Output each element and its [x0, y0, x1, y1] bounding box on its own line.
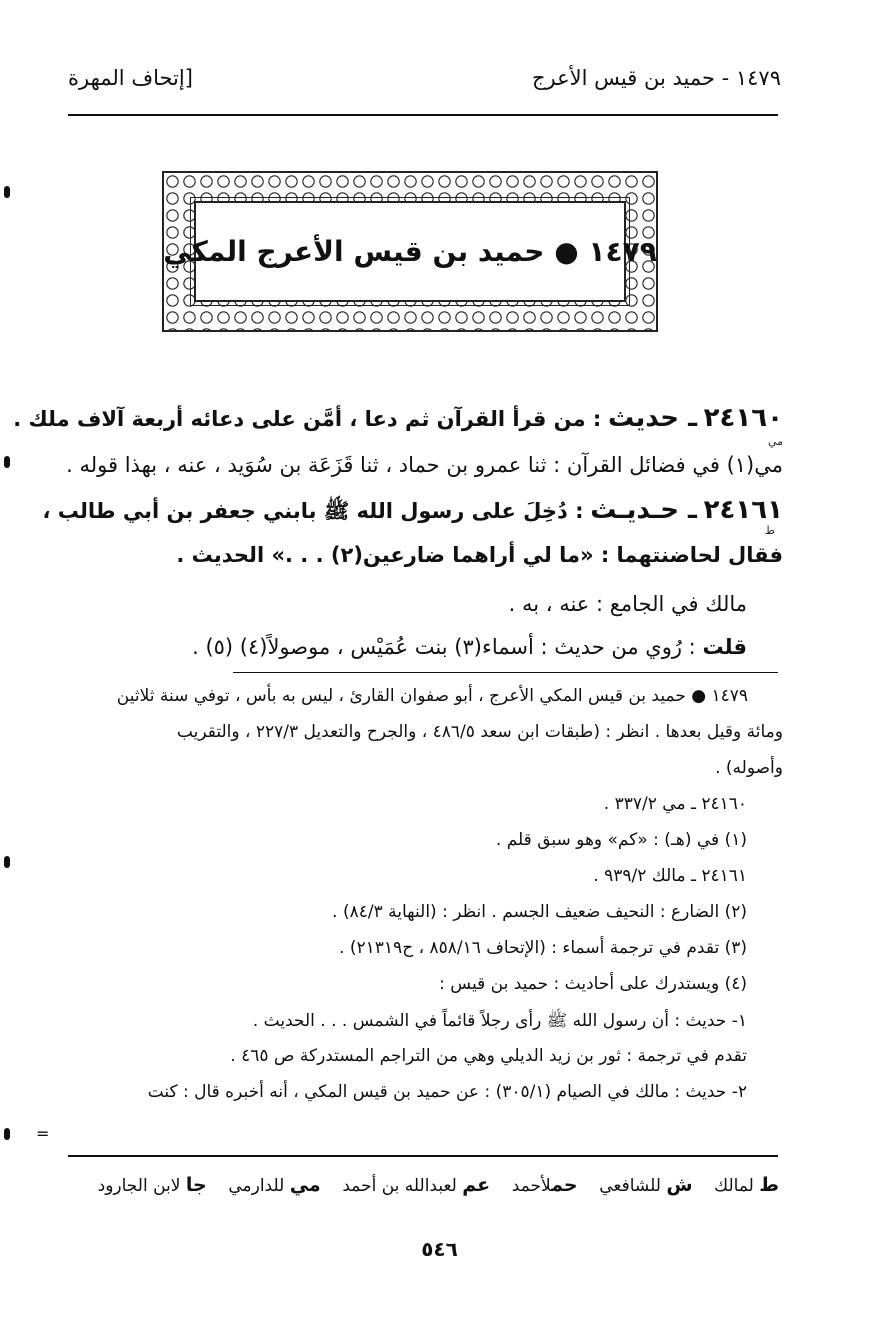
continuation-mark: = [36, 1124, 50, 1143]
side-mark [4, 1128, 10, 1140]
abbrev-text: لمالك [714, 1176, 754, 1196]
hadith-24161-line2: فقال لحاضنتهما : «ما لي أراهما ضارعين(٢) . . .» الحديث . [176, 543, 783, 567]
abbrev-text: للدارمي [228, 1176, 285, 1196]
side-mark [4, 856, 10, 868]
side-mark [4, 186, 10, 198]
book-title: [إتحاف المهرة [68, 66, 193, 90]
abbrev-symbol: حم [551, 1174, 578, 1196]
qult-label: قلت [702, 635, 747, 659]
margin-siglum: ط [764, 524, 775, 537]
footnotes [67, 686, 783, 1146]
hadith-text: : دُخِلَ على رسول الله ﷺ بابني جعفر بن أبي طالب ، [42, 499, 584, 523]
frame-inner [163, 201, 657, 302]
footnote-line: ومائة وقيل بعدها . انظر : (طبقات ابن سعد ٤٨٦/٥ ، والجرح والتعديل ٢٢٧/٣ ، والتقريب [176, 722, 783, 742]
hadith-number: ٢٤١٦١ [703, 495, 783, 525]
abbrev-symbol: جا [185, 1174, 207, 1196]
hadith-24160-line1 [13, 403, 783, 433]
footnote-line: (٤) ويستدرك على أحاديث : حميد بن قيس : [439, 974, 747, 994]
footnote-line: ١- حديث : أن رسول الله ﷺ رأى رجلاً قائماً في الشمس . . . الحديث . [252, 1011, 747, 1031]
ornamental-frame [162, 171, 658, 332]
abbrev-symbol: ط [759, 1174, 779, 1196]
margin-siglum: مي [767, 435, 783, 448]
abbrev-symbol: مي [289, 1174, 321, 1196]
footnote-line: وأصوله) . [715, 758, 783, 778]
hadith-number: ٢٤١٦٠ [703, 403, 783, 433]
hadith-label: ـ حـديـث [590, 495, 697, 525]
footnote-line: (١) في (هـ) : «كم» وهو سبق قلم . [495, 830, 747, 850]
abbrev-text: لابن الجارود [97, 1176, 181, 1196]
footnote-separator [233, 672, 778, 673]
footnote-line: ١٤٧٩ ● حميد بن قيس المكي الأعرج ، أبو صفوان القارئ ، ليس به بأس ، توفي سنة ثلاثين [116, 686, 748, 706]
footnote-line: ٢٤١٦١ ـ مالك ٩٣٩/٢ . [593, 866, 747, 886]
chapter-title: ١٤٧٩ ● حميد بن قيس الأعرج المكي [163, 235, 657, 268]
hadith-24161-source: مالك في الجامع : عنه ، به . [508, 592, 747, 616]
hadith-24161-qult [27, 633, 747, 661]
footnote-line: تقدم في ترجمة : ثور بن زيد الديلي وهي من التراجم المستدركة ص ٤٦٥ . [230, 1046, 747, 1066]
header-rule [68, 114, 778, 116]
abbreviation-key [98, 1174, 779, 1196]
hadith-label: ـ حديث [607, 403, 697, 433]
footnote-line: (٢) الضارع : النحيف ضعيف الجسم . انظر : (النهاية ٨٤/٣) . [332, 902, 747, 922]
hadith-24160-source: مي(١) في فضائل القرآن : ثنا عمرو بن حماد ، ثنا قَزَعَة بن سُوَيد ، عنه ، بهذا قوله . [66, 453, 783, 477]
qult-text: : رُوي من حديث : أسماء(٣) بنت عُمَيْس ، موصولاً(٤) (٥) . [192, 635, 696, 659]
abbrev-symbol: ش [666, 1174, 693, 1196]
abbrev-symbol: عم [462, 1174, 491, 1196]
footnote-line: (٣) تقدم في ترجمة أسماء : (الإتحاف ٨٥٨/١٦ ، ح٢١٣١٩) . [339, 938, 747, 958]
side-mark [4, 456, 10, 468]
page-number: ٥٤٦ [421, 1237, 458, 1261]
abbrev-text: لعبدالله بن أحمد [342, 1176, 457, 1196]
hadith-text: : من قرأ القرآن ثم دعا ، أمَّن على دعائه أربعة آلاف ملك . [13, 407, 602, 431]
running-title: ١٤٧٩ - حميد بن قيس الأعرج [531, 66, 781, 90]
footnote-line: ٢٤١٦٠ ـ مي ٣٣٧/٢ . [603, 794, 747, 814]
abbrev-rule [68, 1155, 778, 1157]
abbrev-text: للشافعي [599, 1176, 661, 1196]
footnote-line: ٢- حديث : مالك في الصيام (٣٠٥/١) : عن حميد بن قيس المكي ، أنه أخبره قال : كنت [147, 1082, 747, 1102]
abbrev-text: لأحمد [511, 1176, 552, 1196]
hadith-24161-line1 [42, 495, 783, 525]
